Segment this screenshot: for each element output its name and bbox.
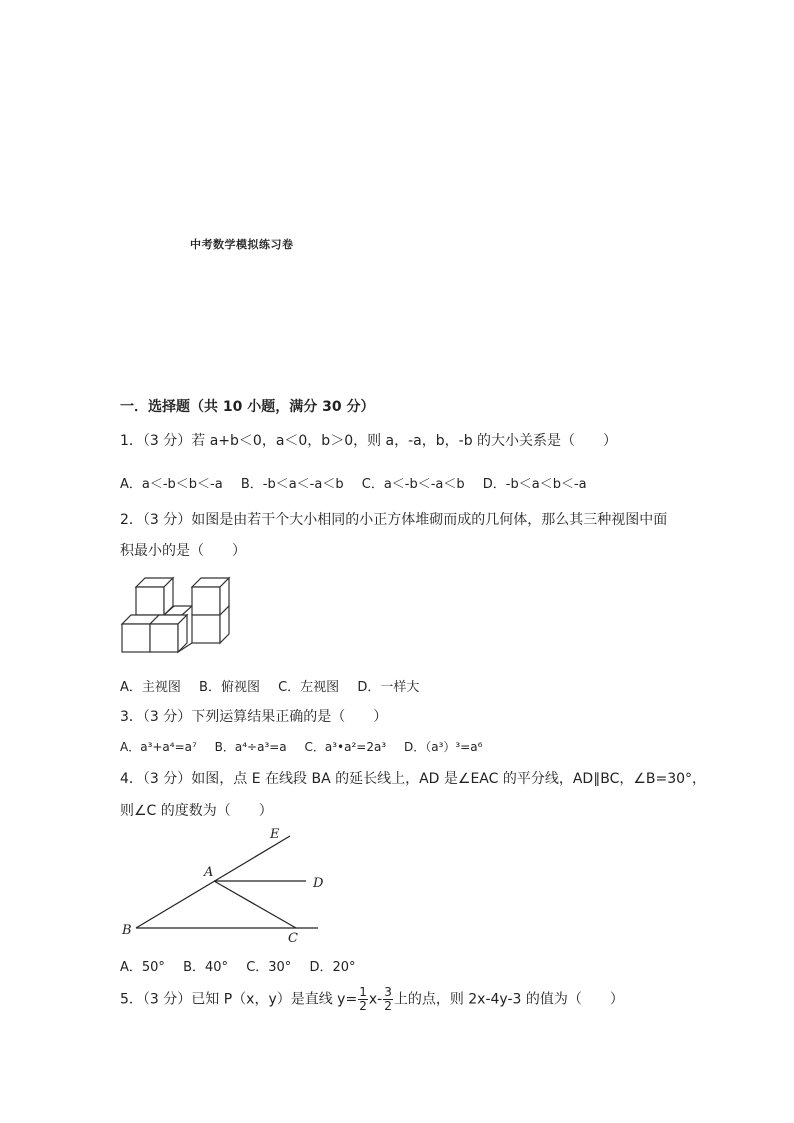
question-3-options: [120, 738, 496, 755]
q3-option-d[interactable]: D．（a³）³=a⁶: [403, 740, 483, 754]
document-header: 中考数学模拟练习卷: [190, 238, 294, 251]
section-title: 一．选择题（共 10 小题，满分 30 分）: [120, 399, 375, 415]
q2-option-b[interactable]: B．俯视图: [199, 680, 260, 695]
question-2-options: [120, 676, 433, 695]
label-b: B: [122, 923, 132, 938]
question-4-stem-line1: 4．（3 分）如图，点 E 在线段 BA 的延长线上，AD 是∠EAC 的平分线，AD∥BC，∠B=30°，: [120, 771, 707, 787]
question-4-stem-line2: 则∠C 的度数为（ ）: [120, 803, 273, 819]
q1-option-d[interactable]: D．-b＜a＜b＜-a: [482, 477, 587, 492]
q3-option-c[interactable]: C．a³•a²=2a³: [304, 740, 387, 754]
label-a: A: [204, 865, 214, 880]
question-3-stem: 3．（3 分）下列运算结果正确的是（ ）: [120, 709, 388, 725]
question-1-stem: 1．（3 分）若 a+b＜0，a＜0，b＞0，则 a，-a，b，-b 的大小关系是（ ）: [120, 433, 618, 449]
q5-mid: x-: [368, 991, 383, 1008]
q5-frac2-num: 3: [384, 985, 392, 999]
q5-fraction-2: [383, 986, 393, 1013]
cube-stack-figure: [118, 572, 240, 658]
question-2-stem-line2: 积最小的是（ ）: [120, 543, 246, 559]
q1-option-a[interactable]: A．a＜-b＜b＜-a: [120, 477, 223, 492]
cube-front-face: [136, 587, 164, 615]
q4-option-a[interactable]: A．50°: [120, 960, 165, 975]
q3-option-a[interactable]: A．a³+a⁴=a⁷: [120, 740, 197, 754]
q4-option-c[interactable]: C．30°: [246, 960, 292, 975]
q2-option-a[interactable]: A．主视图: [120, 680, 181, 695]
q5-prefix: 5．（3 分）已知 P（x，y）是直线 y=: [120, 991, 358, 1008]
q4-option-b[interactable]: B．40°: [183, 960, 229, 975]
question-2-stem-line1: 2．（3 分）如图是由若干个大小相同的小正方体堆砌而成的几何体，那么其三种视图中面: [120, 512, 668, 528]
line-be: [136, 836, 290, 928]
label-c: C: [288, 931, 298, 942]
q5-frac2-den: 2: [384, 999, 392, 1013]
q5-frac1-den: 2: [359, 999, 367, 1013]
q3-option-b[interactable]: B．a⁴÷a³=a: [214, 740, 287, 754]
geometry-figure: [118, 822, 338, 942]
q1-option-c[interactable]: C．a＜-b＜-a＜b: [361, 477, 465, 492]
q2-option-d[interactable]: D．一样大: [357, 680, 420, 695]
q5-suffix: 上的点，则 2x-4y-3 的值为（ ）: [393, 991, 624, 1008]
label-d: D: [313, 876, 324, 891]
question-1-options: [120, 473, 601, 492]
label-e: E: [270, 827, 280, 842]
q1-option-b[interactable]: B．-b＜a＜-a＜b: [240, 477, 344, 492]
q5-frac1-num: 1: [359, 985, 367, 999]
q2-option-c[interactable]: C．左视图: [278, 680, 340, 695]
line-ac: [214, 881, 296, 928]
q5-fraction-1: [358, 986, 368, 1013]
question-4-options: [120, 956, 370, 975]
q4-option-d[interactable]: D．20°: [309, 960, 356, 975]
question-5-stem: [120, 986, 624, 1013]
